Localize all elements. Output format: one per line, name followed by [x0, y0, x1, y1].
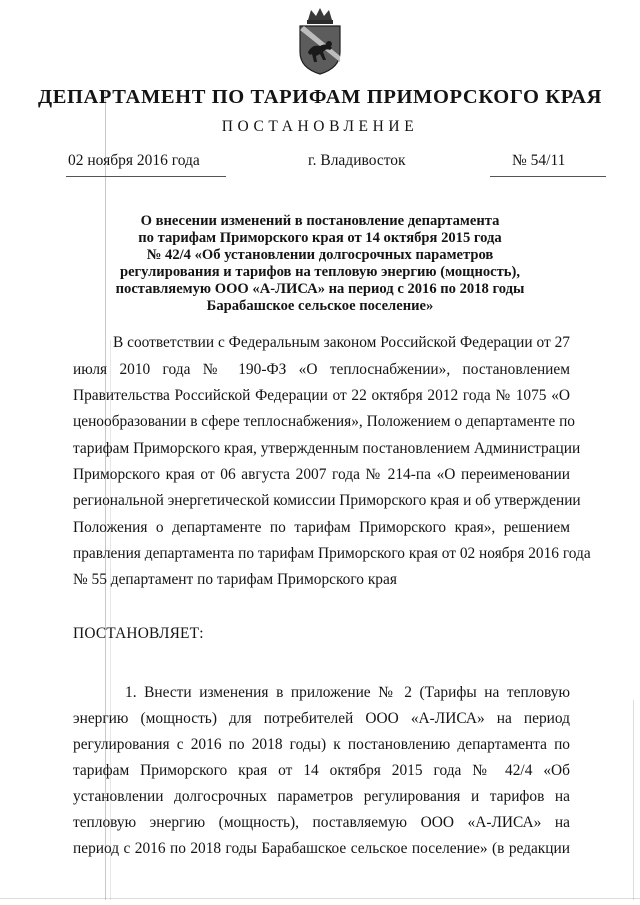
- item-line: регулирования с 2016 по 2018 годы) к постановлению департамента по: [73, 736, 570, 753]
- subject-line: № 42/4 «Об установлении долгосрочных параметров: [146, 247, 494, 263]
- preamble-line: В соответствии с Федеральным законом Российской Федерации от 27: [113, 334, 570, 351]
- document-date: 02 ноября 2016 года: [68, 152, 200, 169]
- department-title: ДЕПАРТАМЕНТ ПО ТАРИФАМ ПРИМОРСКОГО КРАЯ: [37, 86, 603, 108]
- coat-of-arms-icon: [296, 6, 344, 76]
- number-underline: [490, 176, 606, 177]
- scan-artifact-line: [633, 700, 634, 900]
- subject-line: Барабашское сельское поселение»: [206, 298, 434, 314]
- preamble-line: Правительства Российской Федерации от 22 октября 2012 года № 1075 «О: [73, 387, 570, 404]
- scan-artifact-line: [0, 898, 640, 899]
- item-line: период с 2016 по 2018 годы Барабашское сельское поселение» (в редакции: [73, 840, 570, 857]
- resolves-heading: ПОСТАНОВЛЯЕТ:: [73, 625, 204, 642]
- preamble-line: ценообразовании в сфере теплоснабжения», Положением о департаменте по: [73, 413, 576, 430]
- preamble-line: правления департамента по тарифам Приморского края от 02 ноября 2016 года: [73, 545, 591, 562]
- item-line: энергию (мощность) для потребителей ООО «А-ЛИСА» на период: [73, 710, 570, 727]
- subject-line: О внесении изменений в постановление департамента: [140, 213, 500, 229]
- preamble-line: № 55 департамент по тарифам Приморского края: [73, 571, 397, 588]
- document-type: ПОСТАНОВЛЕНИЕ: [221, 118, 419, 135]
- item-line: тепловую энергию (мощность), поставляемую ООО «А-ЛИСА» на: [73, 814, 570, 831]
- subject-line: регулирования и тарифов на тепловую энергию (мощность),: [119, 264, 521, 280]
- item-line: 1. Внести изменения в приложение № 2 (Тарифы на тепловую: [125, 684, 570, 701]
- preamble-line: региональной энергетической комиссии Приморского края и об утверждении: [73, 492, 581, 509]
- preamble-line: июля 2010 года № 190-ФЗ «О теплоснабжении», постановлением: [73, 361, 570, 378]
- subject-line: по тарифам Приморского края от 14 октября 2015 года: [138, 230, 502, 246]
- date-underline: [66, 176, 226, 177]
- preamble-line: тарифам Приморского края, утвержденным постановлением Администрации: [73, 440, 581, 457]
- preamble-line: Приморского края от 06 августа 2007 года № 214-па «О переименовании: [73, 466, 570, 483]
- item-line: тарифам Приморского края от 14 октября 2015 года № 42/4 «Об: [73, 762, 570, 779]
- subject-line: поставляемую ООО «А-ЛИСА» на период с 2016 по 2018 годы: [115, 281, 525, 297]
- document-number: № 54/11: [512, 152, 566, 169]
- item-line: установлении долгосрочных параметров регулирования и тарифов на: [73, 788, 570, 805]
- document-subject: [90, 213, 550, 315]
- preamble-line: Положения о департаменте по тарифам Приморского края», решением: [73, 519, 570, 536]
- document-city: г. Владивосток: [308, 152, 406, 169]
